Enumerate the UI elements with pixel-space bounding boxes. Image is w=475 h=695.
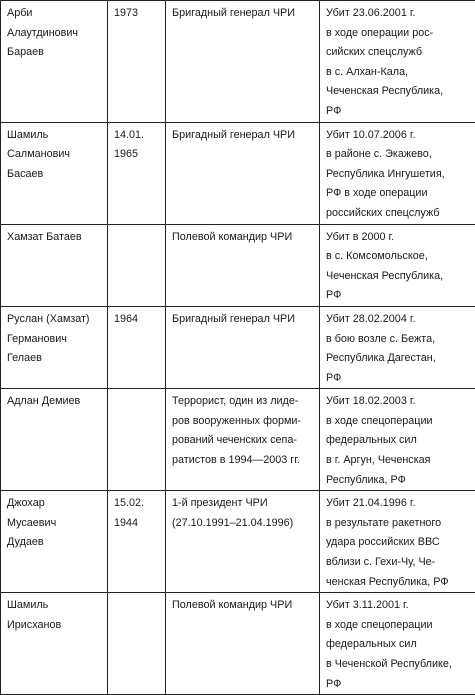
birth-year-cell xyxy=(108,491,166,593)
fate-line: Убит 23.06.2001 г. xyxy=(326,4,471,24)
name-cell xyxy=(1,1,108,123)
role-cell xyxy=(166,306,320,388)
name-line: Гелаев xyxy=(7,349,101,369)
fate-line: в г. Аргун, Чеченская xyxy=(326,451,471,471)
name-cell xyxy=(1,122,108,224)
birth-year-cell xyxy=(108,122,166,224)
fate-line: Убит 10.07.2006 г. xyxy=(326,126,471,146)
year-line: 1944 xyxy=(114,514,159,534)
fate-line: федеральных сил xyxy=(326,431,471,451)
name-line: Бараев xyxy=(7,43,101,63)
fate-line: Чеченская Республика, xyxy=(326,267,471,287)
fate-line: РФ xyxy=(326,675,471,695)
fate-line: Чеченская Республика, xyxy=(326,82,471,102)
fate-line: сийских спецслужб xyxy=(326,43,471,63)
fate-cell xyxy=(320,306,475,388)
name-line: Шамиль xyxy=(7,126,101,146)
fate-line: в бою возле с. Бежта, xyxy=(326,330,471,350)
name-cell xyxy=(1,224,108,306)
table-row xyxy=(1,122,475,224)
fate-cell xyxy=(320,389,475,491)
birth-year-cell xyxy=(108,1,166,123)
fate-line: в ходе спецоперации xyxy=(326,616,471,636)
table-row xyxy=(1,389,475,491)
role-line: Бригадный генерал ЧРИ xyxy=(172,126,313,146)
role-cell xyxy=(166,389,320,491)
fate-line: Убит 28.02.2004 г. xyxy=(326,310,471,330)
fate-cell xyxy=(320,593,475,695)
name-cell xyxy=(1,491,108,593)
role-line: (27.10.1991–21.04.1996) xyxy=(172,514,313,534)
name-line: Руслан (Хамзат) xyxy=(7,310,101,330)
year-line: 1973 xyxy=(114,4,159,24)
birth-year-cell xyxy=(108,593,166,695)
name-line: Алаутдинович xyxy=(7,24,101,44)
fate-cell xyxy=(320,122,475,224)
fate-line: федеральных сил xyxy=(326,635,471,655)
birth-year-cell xyxy=(108,306,166,388)
name-line: Дудаев xyxy=(7,533,101,553)
role-line: Полевой командир ЧРИ xyxy=(172,228,313,248)
table-row xyxy=(1,491,475,593)
role-line: Бригадный генерал ЧРИ xyxy=(172,310,313,330)
fate-line: Республика Ингушетия, xyxy=(326,165,471,185)
fate-line: Убит 3.11.2001 г. xyxy=(326,596,471,616)
year-line: 1964 xyxy=(114,310,159,330)
role-line: Полевой командир ЧРИ xyxy=(172,596,313,616)
name-line: Адлан Демиев xyxy=(7,392,101,412)
fate-line: РФ xyxy=(326,286,471,306)
fate-line: в районе с. Экажево, xyxy=(326,145,471,165)
fate-line: вблизи с. Гехи-Чу, Че- xyxy=(326,553,471,573)
name-line: Арби xyxy=(7,4,101,24)
fate-line: Республика, РФ xyxy=(326,471,471,491)
fate-cell xyxy=(320,1,475,123)
name-line: Шамиль xyxy=(7,596,101,616)
role-line: 1-й президент ЧРИ xyxy=(172,494,313,514)
name-line: Мусаевич xyxy=(7,514,101,534)
fate-line: в с. Комсомольское, xyxy=(326,247,471,267)
name-line: Басаев xyxy=(7,165,101,185)
name-cell xyxy=(1,593,108,695)
role-line: Террорист, один из лиде- xyxy=(172,392,313,412)
name-line: Салманович xyxy=(7,145,101,165)
role-cell xyxy=(166,1,320,123)
fate-line: удара российских ВВС xyxy=(326,533,471,553)
fate-line: РФ xyxy=(326,369,471,389)
fate-line: Убит 18.02.2003 г. xyxy=(326,392,471,412)
role-cell xyxy=(166,491,320,593)
name-line: Германович xyxy=(7,330,101,350)
fate-line: РФ xyxy=(326,102,471,122)
table-row xyxy=(1,593,475,695)
table-body xyxy=(1,1,475,695)
fate-line: Убит 21.04.1996 г. xyxy=(326,494,471,514)
role-line: рований чеченских сепа- xyxy=(172,431,313,451)
birth-year-cell xyxy=(108,389,166,491)
fate-line: РФ в ходе операции xyxy=(326,184,471,204)
fate-line: в ходе операции рос- xyxy=(326,24,471,44)
fate-line: в ходе спецоперации xyxy=(326,412,471,432)
birth-year-cell xyxy=(108,224,166,306)
role-cell xyxy=(166,224,320,306)
name-line: Хамзат Батаев xyxy=(7,228,101,248)
fate-line: ченская Республика, РФ xyxy=(326,573,471,593)
name-line: Ирисханов xyxy=(7,616,101,636)
table-row xyxy=(1,306,475,388)
name-cell xyxy=(1,306,108,388)
role-line: ратистов в 1994—2003 гг. xyxy=(172,451,313,471)
fate-line: Республика Дагестан, xyxy=(326,349,471,369)
role-cell xyxy=(166,593,320,695)
year-line: 14.01. xyxy=(114,126,159,146)
fate-line: в с. Алхан-Кала, xyxy=(326,63,471,83)
fate-line: в Чеченской Республике, xyxy=(326,655,471,675)
role-line: ров вооруженных форми- xyxy=(172,412,313,432)
fate-cell xyxy=(320,491,475,593)
role-cell xyxy=(166,122,320,224)
year-line: 1965 xyxy=(114,145,159,165)
table-row xyxy=(1,224,475,306)
year-line: 15.02. xyxy=(114,494,159,514)
fate-line: в результате ракетного xyxy=(326,514,471,534)
name-line: Джохар xyxy=(7,494,101,514)
name-cell xyxy=(1,389,108,491)
fate-line: российских спецслужб xyxy=(326,204,471,224)
fate-cell xyxy=(320,224,475,306)
table-row xyxy=(1,1,475,123)
role-line: Бригадный генерал ЧРИ xyxy=(172,4,313,24)
fate-line: Убит в 2000 г. xyxy=(326,228,471,248)
